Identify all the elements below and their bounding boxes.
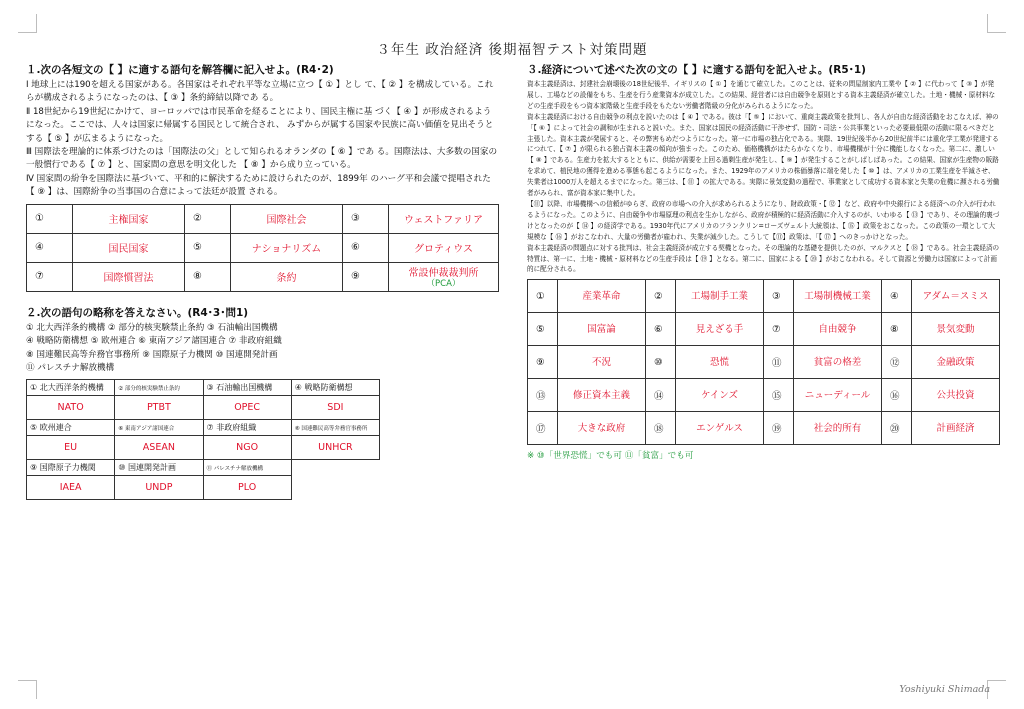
answer-cell: ウェストファリア xyxy=(389,204,499,233)
answer-number: ⑭ xyxy=(646,379,676,412)
abbr-cell: UNDP xyxy=(115,476,203,500)
answer-cell: 社会的所有 xyxy=(794,412,882,445)
table-row xyxy=(27,396,380,420)
answer-cell: ニューディール xyxy=(794,379,882,412)
answer-number: ⑫ xyxy=(882,346,912,379)
table-row xyxy=(528,280,1000,313)
section3-paragraph-4: 資本主義経済の問題点に対する批判は、社会主義経済が成立する契機となった。その理論的な基礎を提供したのが、マルクスと【 ⑱ 】である。社会主義経済の特質は、第一に、土地・機械・原材料などの生産手段は【 ⑲ 】となる。第二に、国家による【 ⑳ 】がおこなわれる。そして資源と労働力は国家によって計画的に配分される。 xyxy=(527,243,1000,274)
answer-subtext: （PCA） xyxy=(426,279,461,290)
answer-number: ⑪ xyxy=(764,346,794,379)
author-signature: Yoshiyuki Shimada xyxy=(899,684,990,695)
abbr-cell: IAEA xyxy=(27,476,115,500)
answer-number: ① xyxy=(528,280,558,313)
table-row xyxy=(27,420,380,436)
section1-paragraph-2: Ⅱ 18世紀から19世紀にかけて、ヨーロッパでは市民革命を経ることにより、国民主権に基 づく【 ④ 】が形成されるようになった。ここでは、人々は国家に帰属する国民として統合され、 みずからが属する国家や民族に高い価値を見出そうとする【 ⑤ 】が広まるようになった。 xyxy=(26,106,494,144)
term-cell: ⑩ 国連開発計画 xyxy=(115,460,203,476)
answer-cell: ナショナリズム xyxy=(231,233,343,262)
answer-number: ⑬ xyxy=(528,379,558,412)
section3-paragraph-1: 資本主義経済は、封建社会崩壊後の18世紀後半、イギリスの【 ① 】を通じて確立した。このことは、従来の問屋制家内工業や【 ② 】に代わって【 ③ 】が発展し、工場などの設備をもち、生産を行う産業資本が成立した。この結果、経営者には自由競争を原則とする資本主義経済が確立した。土地・機械・原材料などの生産手段をもつ資本家階級と生産手段をもたない労働者階級の分化がみられるようになった。 xyxy=(527,80,996,110)
section2-term-line: ④ 戦略防衛構想 ⑤ 欧州連合 ⑥ 東南アジア諸国連合 ⑦ 非政府組織 xyxy=(26,336,282,347)
term-cell: ③ 石油輸出国機構 xyxy=(203,380,291,396)
section1-answer-table xyxy=(26,204,499,292)
left-column xyxy=(26,62,498,500)
empty-cell xyxy=(291,476,379,500)
page-title: ３年生 政治経済 後期福智テスト対策問題 xyxy=(376,42,648,58)
answer-cell: 計画経済 xyxy=(912,412,1000,445)
section3-answer-table xyxy=(527,279,1000,445)
answer-cell xyxy=(389,262,499,291)
answer-number: ⑦ xyxy=(764,313,794,346)
section3-table-body xyxy=(528,280,1000,445)
section2-term-line: ⑪ パレスチナ解放機構 xyxy=(26,363,115,374)
answer-cell: 主権国家 xyxy=(73,204,185,233)
answer-cell: 産業革命 xyxy=(558,280,646,313)
section2 xyxy=(26,305,498,500)
table-row xyxy=(528,379,1000,412)
term-cell: ④ 戦略防衛構想 xyxy=(291,380,379,396)
answer-number: ⑮ xyxy=(764,379,794,412)
answer-cell: 自由競争 xyxy=(794,313,882,346)
term-cell: ⑧ 国連難民高等弁務官事務所 xyxy=(291,420,379,436)
answer-number: ② xyxy=(646,280,676,313)
term-cell: ⑦ 非政府組織 xyxy=(203,420,291,436)
answer-cell: 条約 xyxy=(231,262,343,291)
answer-number: ④ xyxy=(882,280,912,313)
section1-paragraph-3: Ⅲ 国際法を理論的に体系づけたのは「国際法の父」として知られるオランダの【 ⑥ 】であ る。国際法は、大多数の国家の一般慣行である【 ⑦ 】と、国家間の意思を明文化した 【 ⑧ 】から成り立っている。 xyxy=(26,147,498,171)
answer-cell: 大きな政府 xyxy=(558,412,646,445)
answer-number: ① xyxy=(27,204,73,233)
answer-cell: 公共投資 xyxy=(912,379,1000,412)
term-cell: ① 北大西洋条約機構 xyxy=(27,380,115,396)
table-row xyxy=(27,380,380,396)
answer-cell: 工場制手工業 xyxy=(676,280,764,313)
empty-cell xyxy=(291,460,379,476)
answer-cell: 金融政策 xyxy=(912,346,1000,379)
crop-mark-bottom-left xyxy=(18,680,37,699)
answer-cell: 貧富の格差 xyxy=(794,346,882,379)
answer-number: ⑳ xyxy=(882,412,912,445)
section2-term-line: ⑧ 国連難民高等弁務官事務所 ⑨ 国際原子力機関 ⑩ 国連開発計画 xyxy=(26,349,278,360)
answer-number: ⑥ xyxy=(646,313,676,346)
table-row xyxy=(27,476,380,500)
table-row xyxy=(27,262,499,291)
answer-cell: 見えざる手 xyxy=(676,313,764,346)
section1-paragraph-1: Ⅰ 地球上には190を超える国家がある。各国家はそれぞれ平等な立場に立つ【 ① 】とし て、【 ② 】を構成している。これらが構成されるようになったのは、【 ③ 】条約締結以降であ る。 xyxy=(26,80,494,104)
answer-number: ② xyxy=(185,204,231,233)
term-cell: ⑥ 東南アジア諸国連合 xyxy=(115,420,203,436)
answer-cell: 工場制機械工業 xyxy=(794,280,882,313)
answer-number: ⑲ xyxy=(764,412,794,445)
table-row xyxy=(528,412,1000,445)
section3-paragraph-3: 【⑪】以降、市場機構への信頼がゆらぎ、政府の市場への介入が求められるようになり、財政政策・【 ⑫ 】など、政府や中央銀行による経済への介入が行われるようになった。このように、自由競争や市場原理の利点を生かしながら、政府が積極的に経済活動に介入するのが、いわゆる【 ⑬ 】であり、その理論的裏づけとなったのが【 ⑭ 】の経済学である。1930年代にアメリカのフランクリン=ローズヴェルト大統領は、【 ⑮ 】政策をおこなった。この政策の一環として大規模な【 ⑯ 】がおこなわれ、大量の労働者が雇われ、失業が減少した。こうして【⑪】政策は、「【 ⑰ 】へのきっかけとなった。 xyxy=(527,199,1000,241)
answer-number: ⑧ xyxy=(882,313,912,346)
section3-note: ※ ⑩「世界恐慌」でも可 ⑪「貧富」でも可 xyxy=(527,451,694,462)
answer-number: ⑦ xyxy=(27,262,73,291)
answer-cell: 不況 xyxy=(558,346,646,379)
answer-number: ⑱ xyxy=(646,412,676,445)
table-row xyxy=(27,204,499,233)
answer-cell: 修正資本主義 xyxy=(558,379,646,412)
abbr-cell: NATO xyxy=(27,396,115,420)
answer-cell: グロティウス xyxy=(389,233,499,262)
answer-cell: 国民国家 xyxy=(73,233,185,262)
answer-number: ⑤ xyxy=(185,233,231,262)
section2-term-line: ① 北大西洋条約機構 ② 部分的核実験禁止条約 ③ 石油輸出国機構 xyxy=(26,322,278,333)
answer-cell: 景気変動 xyxy=(912,313,1000,346)
abbr-cell: EU xyxy=(27,436,115,460)
section3-paragraph-2: 資本主義経済における自由競争の利点を説いたのは【 ④ 】である。彼は「【 ⑤ 】において、重商主義政策を批判し、各人が自由な経済活動をおこなえば、神の「【 ⑥ 】によって社会の調和が生まれると説いた。また、国家は国民の経済活動に干渉せず、国防・司法・公共事業といった必要最低限の活動に限るべきだと主張した。資本主義が発展すると、その弊害もめだつようになった。第一に市場の独占化である。実際、19世紀後半から20世紀前半には重化学工業が発達するにつれて、【 ⑦ 】が限られる独占資本主義の傾向が強まった。このため、価格機構がはたらかなくなり、市場機構が十分に機能しなくなった。第二に、激しい【 ⑧ 】である。生産力を拡大するとともに、供給が需要を上回る過剰生産が発生し、【 ⑨ 】が発生することがしばしばあった。この結果、国家が生産物の販路を求めて、植民地の獲得を進める事態も起こるようになった。また、1929年のアメリカの株価暴落に端を発した【 ⑩ 】は、アメリカの工業生産を半減させ、失業者は1000万人を超えるまでになった。第三は、【 ⑪ 】の拡大である。実際に景気変動の過程で、事業家として成功する資本家と失業の危機に瀕される労働者がみられ、富が資本家に集中した。 xyxy=(527,112,1000,198)
abbr-cell: PLO xyxy=(203,476,291,500)
crop-mark-top-left xyxy=(18,14,37,33)
answer-cell: アダム＝スミス xyxy=(912,280,1000,313)
right-column xyxy=(527,62,1000,461)
answer-number: ⑰ xyxy=(528,412,558,445)
abbr-cell: PTBT xyxy=(115,396,203,420)
term-cell: ② 部分的核実験禁止条約 xyxy=(115,380,203,396)
table-row xyxy=(27,436,380,460)
answer-number: ⑯ xyxy=(882,379,912,412)
abbr-cell: ASEAN xyxy=(115,436,203,460)
answer-cell: 恐慌 xyxy=(676,346,764,379)
term-cell: ⑤ 欧州連合 xyxy=(27,420,115,436)
answer-cell: 国富論 xyxy=(558,313,646,346)
section2-answer-table xyxy=(26,379,380,500)
answer-cell: エンゲルス xyxy=(676,412,764,445)
answer-number: ④ xyxy=(27,233,73,262)
term-cell: ⑨ 国際原子力機関 xyxy=(27,460,115,476)
answer-text: 常設仲裁裁判所 xyxy=(408,268,479,280)
answer-number: ⑧ xyxy=(185,262,231,291)
abbr-cell: UNHCR xyxy=(291,436,379,460)
abbr-cell: OPEC xyxy=(203,396,291,420)
answer-cell: 国際社会 xyxy=(231,204,343,233)
crop-mark-top-right xyxy=(987,14,1006,33)
section2-heading: ２.次の語句の略称を答えなさい。(R4･3･問1) xyxy=(26,306,249,319)
term-cell: ⑪ パレスチナ解放機構 xyxy=(203,460,291,476)
answer-number: ⑨ xyxy=(528,346,558,379)
abbr-cell: SDI xyxy=(291,396,379,420)
answer-cell: 国際慣習法 xyxy=(73,262,185,291)
answer-number: ⑤ xyxy=(528,313,558,346)
table-row xyxy=(528,313,1000,346)
table-row xyxy=(27,460,380,476)
section3-heading: ３.経済について述べた次の文の【 】に適する語句を記入せよ。(R5･1) xyxy=(527,64,866,76)
section1-paragraph-4: Ⅳ 国家間の紛争を国際法に基づいて、平和的に解決するために設けられたのが、1899年 のハーグ平和会議で提唱された【 ⑨ 】は、国際紛争の当事国の合意によって法廷が設置 される。 xyxy=(26,173,491,198)
answer-cell: ケインズ xyxy=(676,379,764,412)
answer-number: ③ xyxy=(343,204,389,233)
abbr-cell: NGO xyxy=(203,436,291,460)
answer-number: ⑨ xyxy=(343,262,389,291)
table-row xyxy=(27,233,499,262)
answer-number: ③ xyxy=(764,280,794,313)
answer-number: ⑥ xyxy=(343,233,389,262)
table-row xyxy=(528,346,1000,379)
answer-number: ⑩ xyxy=(646,346,676,379)
section1-heading: １.次の各短文の【 】に適する語句を解答欄に記入せよ。(R4･2) xyxy=(26,64,334,76)
